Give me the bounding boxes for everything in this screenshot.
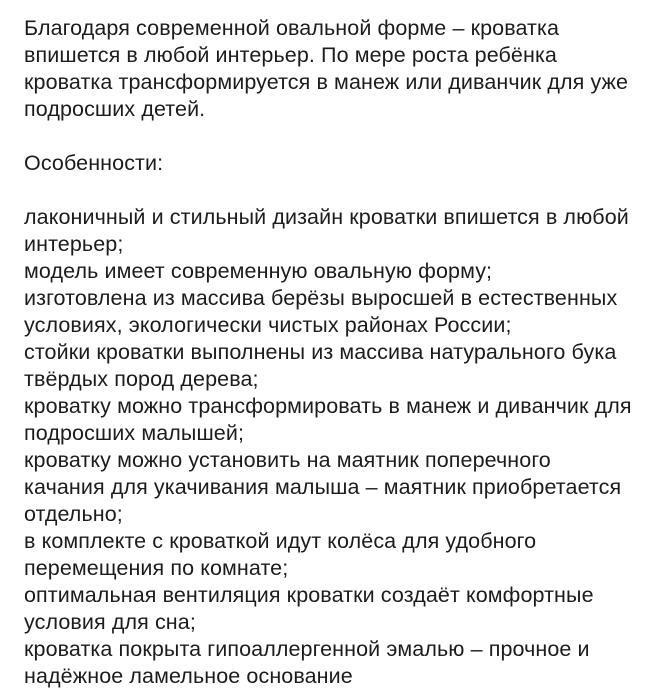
features-heading: Особенности: xyxy=(24,151,164,175)
list-item: модель имеет современную овальную форму; xyxy=(24,259,493,283)
paragraph-spacer-1 xyxy=(24,123,636,150)
list-item: лаконичный и стильный дизайн кроватки впишется в любой интерьер; xyxy=(24,205,629,256)
paragraph-spacer-2 xyxy=(24,177,636,204)
list-item: кроватку можно установить на маятник поперечного качания для укачивания малыша – маятник приобретается отдельно; xyxy=(24,448,622,526)
list-item: изготовлена из массива берёзы выросшей в естественных условиях, экологически чистых районах России; xyxy=(24,286,618,337)
intro-paragraph: Благодаря современной овальной форме – кроватка впишется в любой интерьер. По мере роста ребёнка кроватка трансформируется в манеж или диванчик для уже подросших детей. xyxy=(24,16,629,121)
list-item: стойки кроватки выполнены из массива натурального бука твёрдых пород дерева; xyxy=(24,340,617,391)
list-item: кроватку можно трансформировать в манеж и диванчик для подросших малышей; xyxy=(24,394,632,445)
list-item: оптимальная вентиляция кроватки создаёт комфортные условия для сна; xyxy=(24,583,594,634)
list-item: в комплекте с кроваткой идут колёса для удобного перемещения по комнате; xyxy=(24,529,537,580)
feature-list xyxy=(24,204,636,690)
document-content xyxy=(24,15,636,690)
list-item: кроватка покрыта гипоаллергенной эмалью – прочное и надёжное ламельное основание xyxy=(24,637,590,688)
